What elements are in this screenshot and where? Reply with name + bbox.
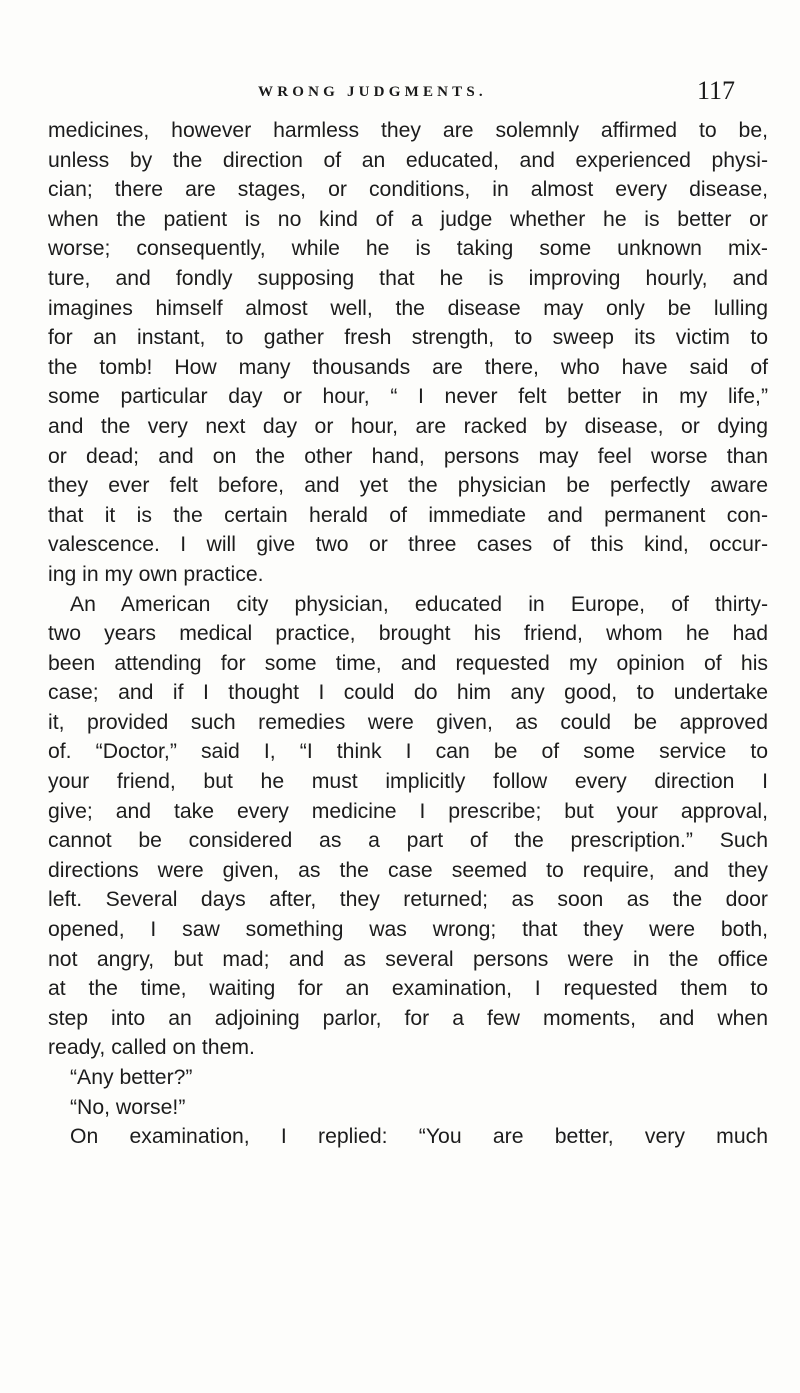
text-line: On examination, I replied: “You are better, very much (70, 1125, 768, 1149)
text-line: when the patient is no kind of a judge whether he is better or (48, 207, 768, 231)
text-line: cannot be considered as a part of the prescription.” Such (48, 829, 768, 853)
text-line: An American city physician, educated in Europe, of thirty- (70, 592, 768, 616)
text-line: ing in my own practice. (48, 562, 264, 586)
text-line: give; and take every medicine I prescribe; but your approval, (48, 799, 768, 823)
text-line: two years medical practice, brought his friend, whom he had (48, 622, 768, 646)
text-line: the tomb! How many thousands are there, who have said of (48, 355, 768, 379)
text-line: it, provided such remedies were given, as could be approved (48, 710, 768, 734)
text-line: or dead; and on the other hand, persons may feel worse than (48, 444, 768, 468)
text-line: that it is the certain herald of immediate and permanent con- (48, 503, 768, 527)
text-line: ready, called on them. (48, 1036, 255, 1060)
page-number: 117 (697, 76, 736, 105)
running-title: WRONG JUDGMENTS. (258, 84, 487, 100)
text-line: for an instant, to gather fresh strength, to sweep its victim to (48, 326, 768, 350)
text-line: ture, and fondly supposing that he is improving hourly, and (48, 266, 768, 290)
text-line: unless by the direction of an educated, and experienced physi- (48, 148, 768, 172)
text-line: cian; there are stages, or conditions, in almost every disease, (48, 178, 768, 202)
text-line: left. Several days after, they returned; as soon as the door (48, 888, 768, 912)
text-line: of. “Doctor,” said I, “I think I can be of some service to (48, 740, 768, 764)
text-line: some particular day or hour, “ I never felt better in my life,” (48, 385, 768, 409)
text-line: not angry, but mad; and as several persons were in the office (48, 947, 768, 971)
text-line: been attending for some time, and requested my opinion of his (48, 651, 768, 675)
text-line: “Any better?” (70, 1066, 193, 1089)
text-line: step into an adjoining parlor, for a few moments, and when (48, 1006, 768, 1030)
text-line: at the time, waiting for an examination, I requested them to (48, 977, 768, 1001)
text-line: medicines, however harmless they are solemnly affirmed to be, (48, 119, 768, 142)
text-line: directions were given, as the case seemed to require, and they (48, 858, 768, 882)
text-line: case; and if I thought I could do him any good, to undertake (48, 681, 768, 705)
text-line: worse; consequently, while he is taking some unknown mix- (48, 237, 768, 261)
text-line: your friend, but he must implicitly follow every direction I (48, 770, 768, 794)
text-line: valescence. I will give two or three cases of this kind, occur- (48, 533, 768, 557)
text-line: and the very next day or hour, are racked by disease, or dying (48, 414, 768, 438)
body-text (48, 116, 768, 1152)
text-line: they ever felt before, and yet the physician be perfectly aware (48, 474, 768, 498)
running-head (0, 76, 800, 112)
text-line: imagines himself almost well, the disease may only be lulling (48, 296, 768, 320)
text-line: opened, I saw something was wrong; that they were both, (48, 918, 768, 942)
text-line: “No, worse!” (70, 1095, 186, 1119)
